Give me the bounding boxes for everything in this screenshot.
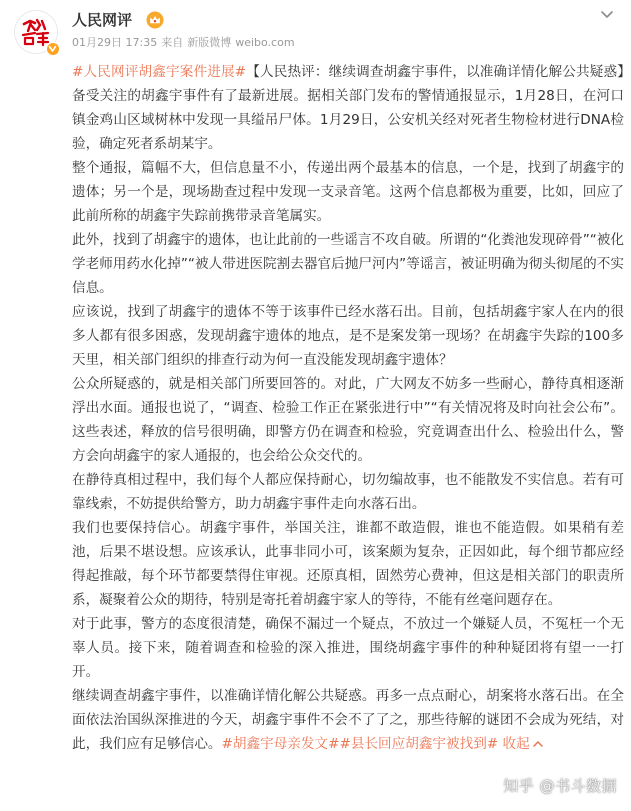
paragraph-5: 公众所疑惑的，就是相关部门所要回答的。对此，广大网友不妨多一些耐心，静待真相逐渐浮出水面。通报也说了，“调查、检验工作正在紧张进行中”“有关情况将及时向社会公布”。这些表述，释放的信号很明确，即警方仍在调查和检验，究竟调查出什么、检验出什么，警方会向胡鑫宇的家人通报的，也会给公众交代的。: [72, 376, 624, 464]
paragraph-7: 我们也要保持信心。胡鑫宇事件，举国关注，谁都不敢造假，谁也不能造假。如果稍有差池，后果不堪设想。应该承认，此事非同小可，该案颇为复杂，正因如此，每个细节都应经得起推敲，每个环节都要禁得住审视。还原真相，固然劳心费神，但这是相关部门的职责所系，凝聚着公众的期待，特别是寄托着胡鑫宇家人的等待，不能有丝毫问题存在。: [72, 520, 624, 608]
paragraph-text: 【人民热评：继续调查胡鑫宇事件，以准确详情化解公共疑惑】备受关注的胡鑫宇事件有了最新进展。据相关部门发布的警情通报显示，1月28日，在河口镇金鸡山区域树林中发现一具缢吊尸体。1月29日，公安机关经对死者生物检材进行DNA检验，确定死者系胡某宇。: [72, 64, 625, 152]
user-name[interactable]: 人民网评: [72, 11, 133, 29]
zhihu-watermark: 知乎 @书斗数据: [503, 777, 617, 795]
chevron-up-icon[interactable]: [532, 739, 544, 749]
post-content: [72, 60, 624, 756]
crown-member-icon[interactable]: [146, 11, 164, 29]
post-header: [0, 0, 631, 60]
paragraph-8: 对于此事，警方的态度很清楚，确保不漏过一个疑点，不放过一个嫌疑人员，不冤枉一个无辜人员。接下来，随着调查和检验的深入推进，围绕胡鑫宇事件的种种疑团将有望一一打开。: [72, 616, 624, 680]
post-date[interactable]: 01月29日 17:35: [72, 36, 158, 49]
post-meta: [72, 35, 299, 51]
chevron-down-icon[interactable]: [599, 6, 615, 22]
source-prefix: 来自: [161, 36, 184, 49]
paragraph-9: [72, 684, 624, 756]
paragraph-text: 继续调查胡鑫宇事件，以准确详情化解公共疑惑。再多一点点耐心，胡案将水落石出。在全面依法治国纵深推进的今天，胡鑫宇事件不会不了了之，那些待解的谜团不会成为死结，对此，我们应有足够信心。: [72, 688, 624, 752]
collapse-link[interactable]: 收起: [502, 736, 530, 752]
paragraph-6: 在静待真相过程中，我们每个人都应保持耐心，切勿编故事，也不能散发不实信息。若有可靠线索，不妨提供给警方，助力胡鑫宇事件走向水落石出。: [72, 472, 624, 512]
post-domain: weibo.com: [235, 36, 295, 49]
topic-link-mother[interactable]: #胡鑫宇母亲发文#: [221, 736, 340, 752]
paragraph-3: 此外，找到了胡鑫宇的遗体，也让此前的一些谣言不攻自破。所谓的“化粪池发现碎骨”“被化学老师用药水化掉”“被人带进医院割去器官后抛尸河内”等谣言，被证明确为彻头彻尾的不实信息。: [72, 232, 624, 296]
paragraph-4: 应该说，找到了胡鑫宇的遗体不等于该事件已经水落石出。目前，包括胡鑫宇家人在内的很多人都有很多困惑，发现胡鑫宇遗体的地点，是不是案发第一现场？在胡鑫宇失踪的100多天里，相关部门组织的排查行动为何一直没能发现胡鑫宇遗体？: [72, 304, 624, 368]
paragraph-1: [72, 60, 624, 156]
verified-badge-icon: [46, 42, 60, 56]
topic-link-county-head[interactable]: #县长回应胡鑫宇被找到#: [339, 736, 499, 752]
topic-link[interactable]: #人民网评胡鑫宇案件进展#: [72, 64, 247, 80]
paragraph-2: 整个通报，篇幅不大，但信息量不小，传递出两个最基本的信息，一个是，找到了胡鑫宇的遗体；另一个是，现场勘查过程中发现一支录音笔。这两个信息都极为重要，比如，回应了此前所称的胡鑫宇失踪前携带录音笔属实。: [72, 160, 624, 224]
post-source[interactable]: 新版微博: [187, 36, 232, 49]
